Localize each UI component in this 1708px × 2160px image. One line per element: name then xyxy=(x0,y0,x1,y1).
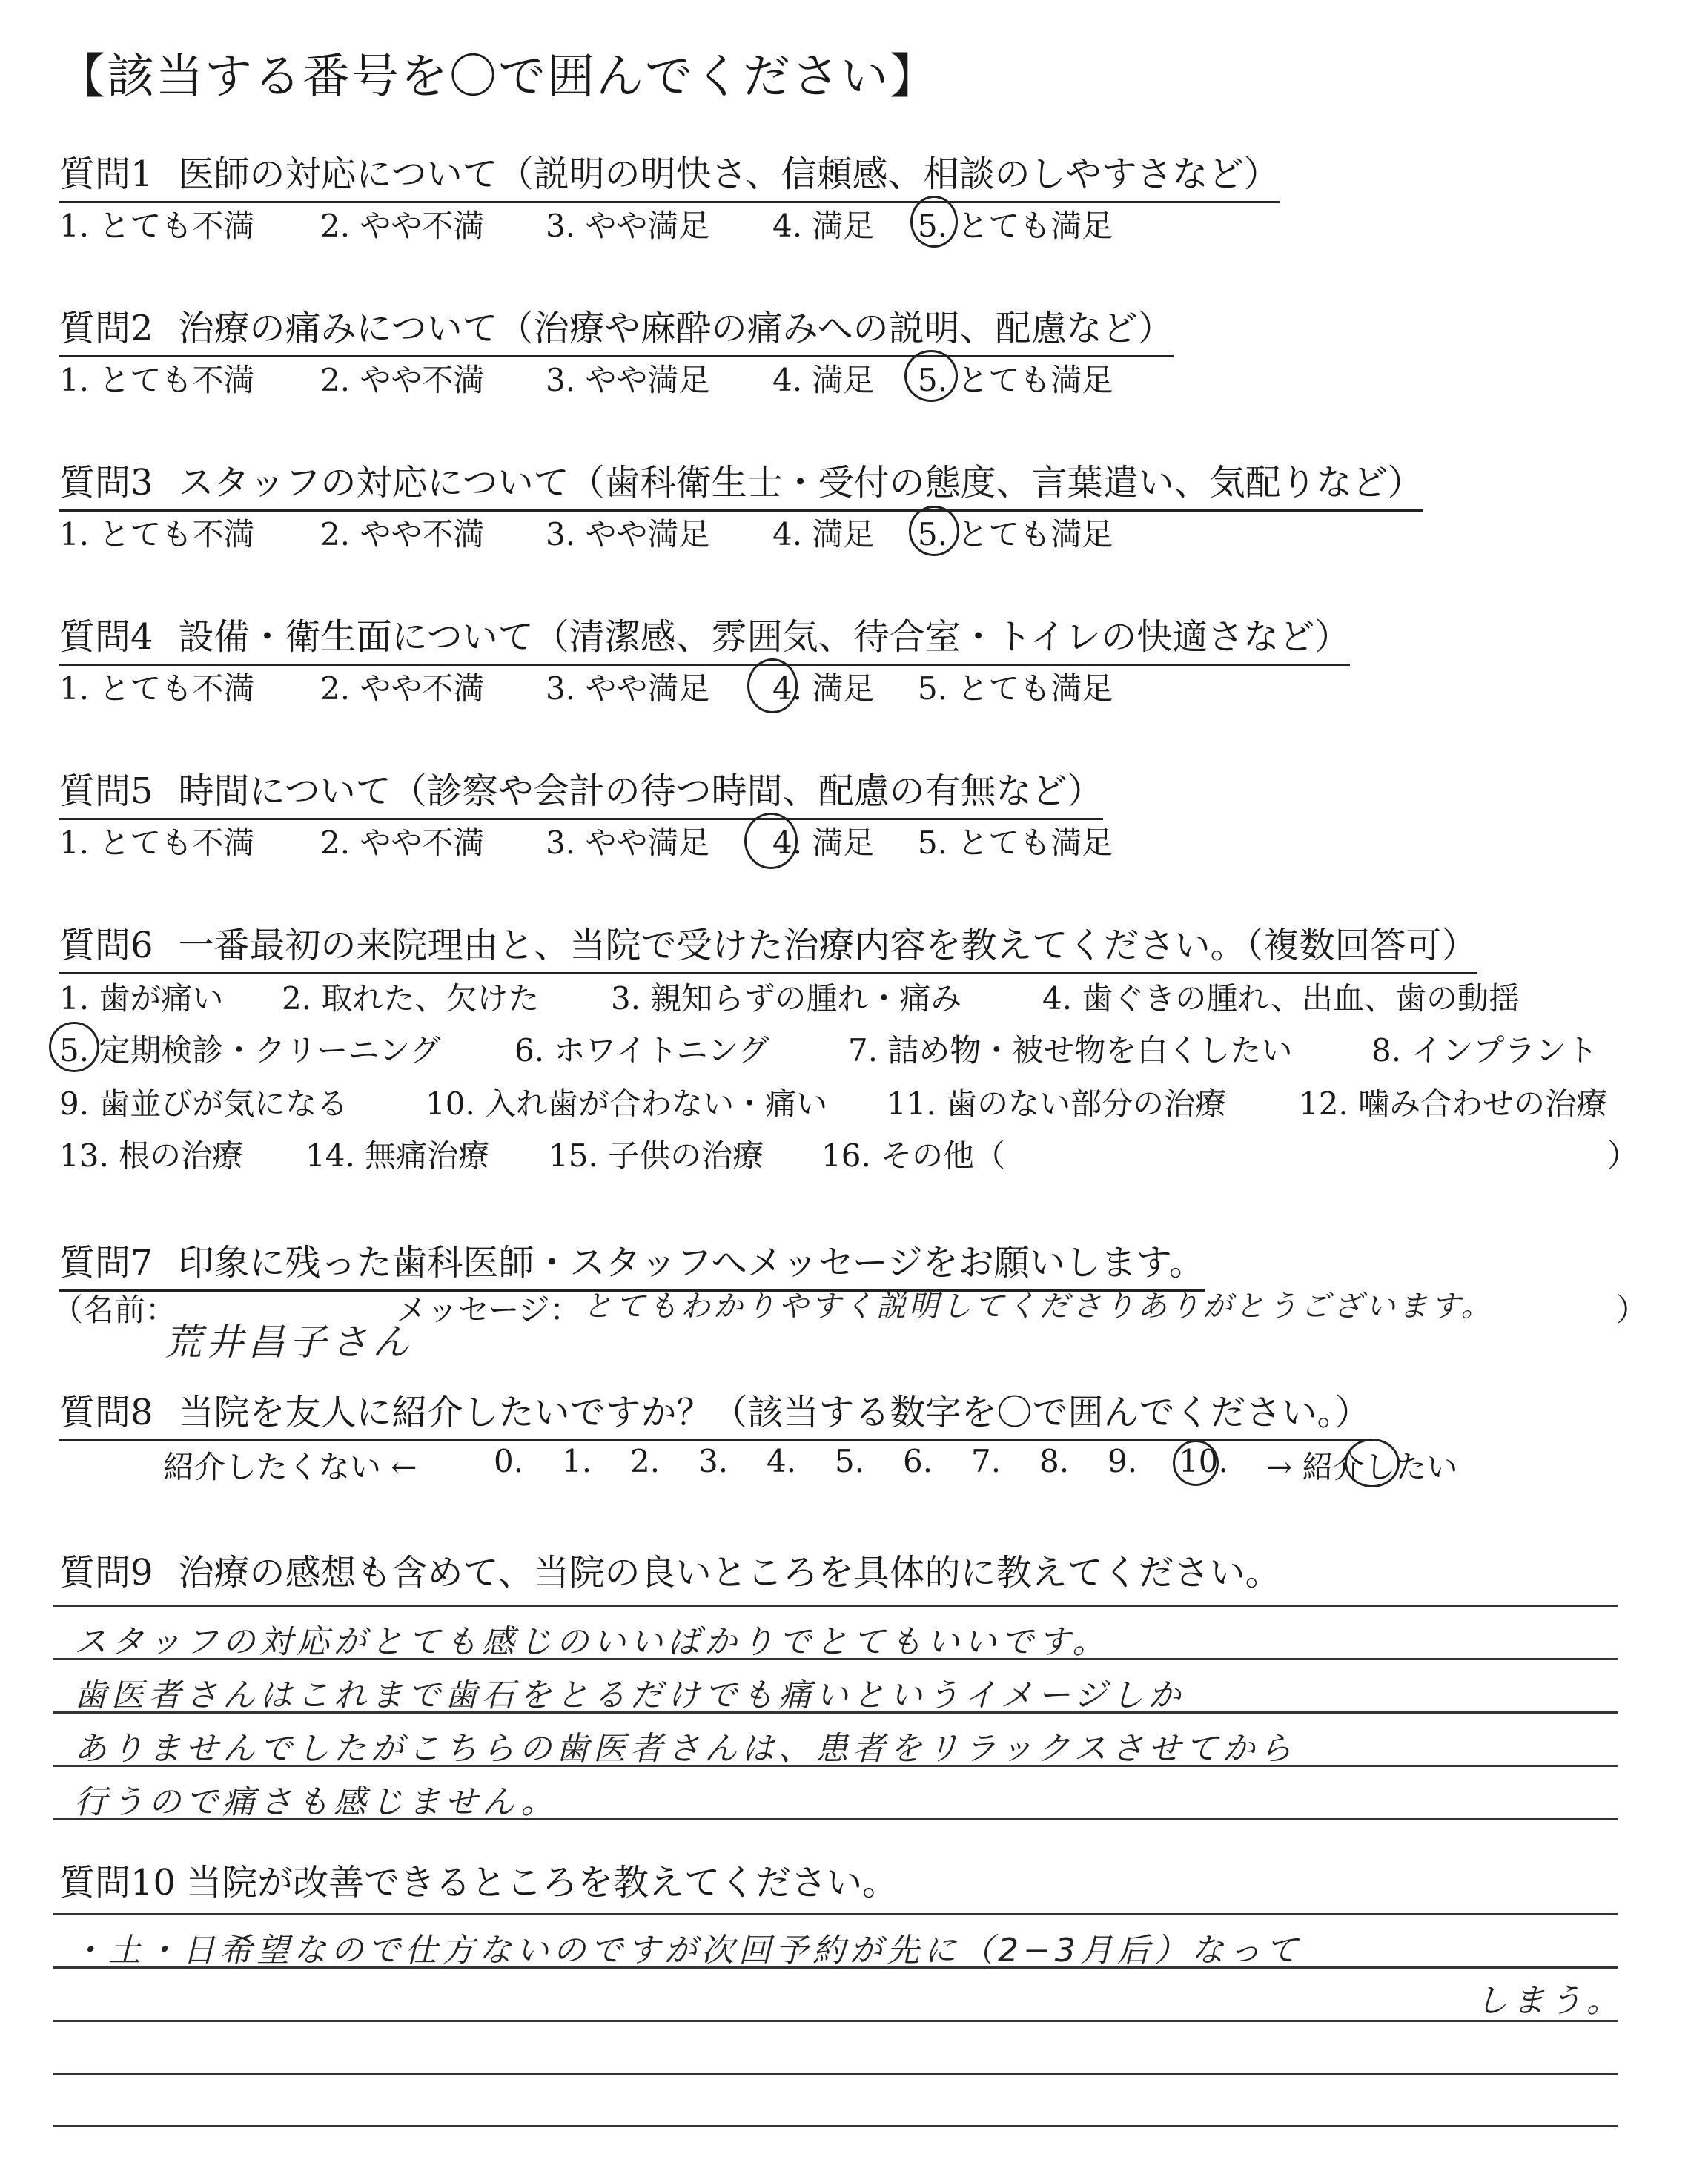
question-2-title xyxy=(59,300,1174,357)
option-13[interactable]: 13. 根の治療 xyxy=(59,1137,244,1174)
q7-name-value: 荒井昌子さん xyxy=(165,1321,414,1364)
option-3[interactable]: 3. やや満足 xyxy=(546,362,710,398)
option-5[interactable]: 5. とても満足 xyxy=(918,670,1113,707)
question-text: 設備・衛生面について（清潔感、雰囲気、待合室・トイレの快適さなど） xyxy=(178,616,1351,658)
answer-rule xyxy=(53,1658,1618,1660)
answer-rule xyxy=(53,2020,1618,2022)
answer-rule xyxy=(53,1765,1618,1767)
option-2[interactable]: 2. やや不満 xyxy=(320,516,485,552)
question-number: 質問4 xyxy=(59,616,153,658)
scale-5[interactable]: 5. xyxy=(835,1443,865,1479)
q9-answer-line-3: ありませんでしたがこちらの歯医者さんは、患者をリラックスさせてから xyxy=(74,1730,1297,1768)
selected-circle-mark xyxy=(744,813,798,869)
question-9-title xyxy=(59,1544,1281,1599)
answer-rule xyxy=(53,2073,1618,2075)
option-3[interactable]: 3. やや満足 xyxy=(546,516,710,552)
scale-1[interactable]: 1. xyxy=(562,1443,592,1479)
page-title: 【該当する番号を〇で囲んでください】 xyxy=(58,50,939,105)
option-1[interactable]: 1. とても不満 xyxy=(59,208,255,244)
question-text: スタッフの対応について（歯科衛生士・受付の態度、言葉遣い、気配りなど） xyxy=(178,462,1423,503)
option-4[interactable]: 4. 満足 xyxy=(772,362,875,398)
option-15[interactable]: 15. 子供の治療 xyxy=(549,1137,764,1174)
option-2[interactable]: 2. 取れた、欠けた xyxy=(282,980,540,1017)
question-number: 質問2 xyxy=(59,308,153,349)
q7-close-paren: ） xyxy=(1616,1292,1648,1328)
selected-circle-mark xyxy=(910,196,958,248)
option-9[interactable]: 9. 歯並びが気になる xyxy=(59,1086,348,1122)
option-10[interactable]: 10. 入れ歯が合わない・痛い xyxy=(426,1086,828,1122)
q9-answer-line-4: 行うので痛さも感じません。 xyxy=(74,1783,558,1821)
question-3-title xyxy=(59,454,1423,512)
answer-rule xyxy=(53,1711,1618,1714)
option-1[interactable]: 1. とても不満 xyxy=(59,670,255,707)
selected-circle-mark xyxy=(904,350,958,402)
answer-rule xyxy=(53,1818,1618,1820)
option-8[interactable]: 8. インプラント xyxy=(1371,1032,1598,1069)
question-number: 質問5 xyxy=(59,770,153,812)
q9-answer-line-1: スタッフの対応がとても感じのいいばかりでとてもいいです。 xyxy=(74,1623,1110,1661)
scale-0[interactable]: 0. xyxy=(494,1443,524,1479)
scale-7[interactable]: 7. xyxy=(971,1443,1002,1479)
circle-mark-stroke xyxy=(1345,1439,1400,1487)
selected-circle-mark xyxy=(49,1022,99,1072)
option-16[interactable]: 16. その他（ xyxy=(821,1137,1006,1174)
option-2[interactable]: 2. やや不満 xyxy=(320,362,485,398)
selected-circle-mark xyxy=(747,658,798,713)
question-text: 医師の対応について（説明の明快さ、信頼感、相談のしやすさなど） xyxy=(178,153,1280,195)
scale-3[interactable]: 3. xyxy=(698,1443,729,1479)
option-2[interactable]: 2. やや不満 xyxy=(320,670,485,707)
option-5[interactable]: 5. とても満足 xyxy=(918,362,1113,398)
option-5[interactable]: 5. 定期検診・クリーニング xyxy=(59,1032,441,1069)
option-3[interactable]: 3. やや満足 xyxy=(546,208,710,244)
question-number: 質問10 xyxy=(59,1862,176,1903)
option-5[interactable]: 5. とても満足 xyxy=(918,825,1113,861)
answer-rule xyxy=(53,1966,1618,1969)
option-6[interactable]: 6. ホワイトニング xyxy=(514,1032,769,1069)
answer-rule xyxy=(53,1605,1618,1607)
option-4[interactable]: 4. 歯ぐきの腫れ、出血、歯の動揺 xyxy=(1042,980,1520,1017)
question-6-title xyxy=(59,916,1477,974)
question-text: 一番最初の来院理由と、当院で受けた治療内容を教えてください。（複数回答可） xyxy=(178,925,1477,966)
question-number: 質問6 xyxy=(59,925,153,966)
scale-8[interactable]: 8. xyxy=(1039,1443,1070,1479)
question-number: 質問1 xyxy=(59,153,153,195)
answer-rule xyxy=(53,2125,1618,2127)
option-1[interactable]: 1. とても不満 xyxy=(59,825,255,861)
option-1[interactable]: 1. 歯が痛い xyxy=(59,980,224,1017)
q7-message-value: とてもわかりやすく説明してくださりありがとうございます。 xyxy=(583,1289,1494,1324)
option-14[interactable]: 14. 無痛治療 xyxy=(305,1137,490,1174)
answer-rule xyxy=(53,1913,1618,1915)
option-5[interactable]: 5. とても満足 xyxy=(918,516,1113,552)
option-12[interactable]: 12. 噛み合わせの治療 xyxy=(1299,1086,1608,1122)
scale-6[interactable]: 6. xyxy=(903,1443,933,1479)
option-1[interactable]: 1. とても不満 xyxy=(59,516,255,552)
scale-left-label: 紹介したくない ← xyxy=(163,1449,417,1485)
question-text: 治療の感想も含めて、当院の良いところを具体的に教えてください。 xyxy=(178,1552,1281,1593)
other-close-paren: ） xyxy=(1607,1137,1639,1174)
question-text: 治療の痛みについて（治療や麻酔の痛みへの説明、配慮など） xyxy=(178,308,1174,349)
option-3[interactable]: 3. 親知らずの腫れ・痛み xyxy=(611,980,962,1017)
question-text: 時間について（診察や会計の待つ時間、配慮の有無など） xyxy=(178,770,1103,812)
option-1[interactable]: 1. とても不満 xyxy=(59,362,255,398)
question-number: 質問7 xyxy=(59,1242,153,1284)
scale-10[interactable]: 10. xyxy=(1179,1443,1228,1479)
selected-circle-mark xyxy=(909,506,959,556)
option-4[interactable]: 4. 満足 xyxy=(772,670,875,707)
option-4[interactable]: 4. 満足 xyxy=(772,208,875,244)
option-4[interactable]: 4. 満足 xyxy=(772,516,875,552)
q7-message-label: メッセージ： xyxy=(396,1292,581,1328)
question-text: 当院が改善できるところを教えてください。 xyxy=(186,1862,898,1903)
option-11[interactable]: 11. 歯のない部分の治療 xyxy=(887,1086,1227,1122)
question-8-title xyxy=(59,1384,1371,1441)
option-3[interactable]: 3. やや満足 xyxy=(546,825,710,861)
option-4[interactable]: 4. 満足 xyxy=(772,825,875,861)
scale-9[interactable]: 9. xyxy=(1108,1443,1138,1479)
scale-4[interactable]: 4. xyxy=(767,1443,797,1479)
question-text: 印象に残った歯科医師・スタッフへメッセージをお願いします。 xyxy=(178,1242,1205,1284)
question-5-title xyxy=(59,762,1103,820)
q10-answer-line-1: ・土・日希望なので仕方ないのですが次回予約が先に（2−3月后）なって xyxy=(71,1932,1302,1969)
option-3[interactable]: 3. やや満足 xyxy=(546,670,710,707)
question-4-title xyxy=(59,608,1350,666)
option-7[interactable]: 7. 詰め物・被せ物を白くしたい xyxy=(848,1032,1293,1069)
option-2[interactable]: 2. やや不満 xyxy=(320,825,485,861)
question-1-title xyxy=(59,145,1280,203)
q9-answer-line-2: 歯医者さんはこれまで歯石をとるだけでも痛いというイメージしか xyxy=(74,1677,1185,1714)
question-10-title xyxy=(59,1854,898,1909)
option-2[interactable]: 2. やや不満 xyxy=(320,208,485,244)
scale-2[interactable]: 2. xyxy=(630,1443,661,1479)
question-number: 質問8 xyxy=(59,1392,153,1433)
option-5[interactable]: 5. とても満足 xyxy=(918,208,1113,244)
question-number: 質問3 xyxy=(59,462,153,503)
q7-name-label: （名前： xyxy=(52,1292,177,1328)
question-number: 質問9 xyxy=(59,1552,153,1593)
scale-right-label: → 紹介したい xyxy=(1266,1449,1458,1485)
q10-answer-line-2: しまう。 xyxy=(1475,1982,1623,2020)
question-text: 当院を友人に紹介したいですか？（該当する数字を〇で囲んでください。） xyxy=(178,1392,1371,1433)
selected-circle-mark xyxy=(1173,1440,1219,1486)
